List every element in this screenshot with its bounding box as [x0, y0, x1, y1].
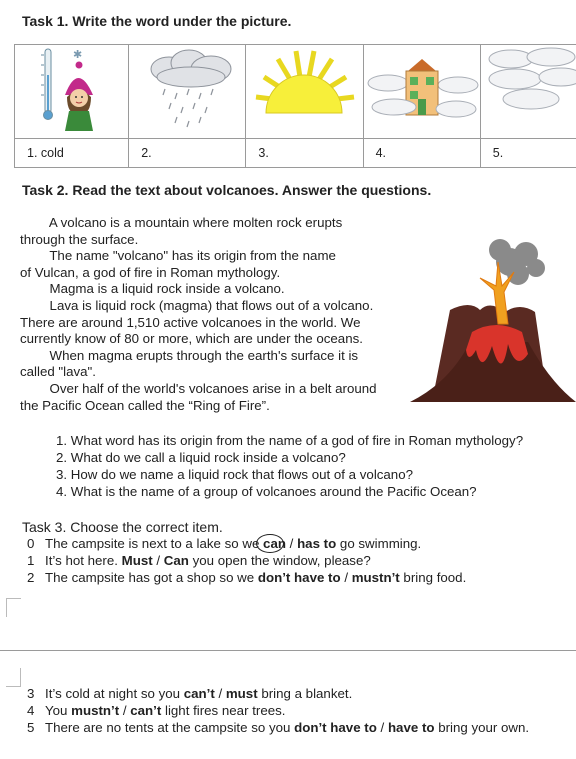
option-1[interactable]: mustn’t — [71, 703, 120, 718]
option-1[interactable]: can — [263, 536, 286, 551]
text-line: the Pacific Ocean called the “Ring of Fire”. — [20, 397, 270, 413]
page-divider — [0, 650, 576, 651]
text-line: The name "volcano" has its origin from the name — [20, 248, 336, 264]
option-2[interactable]: must — [225, 686, 258, 701]
task2-title: Task 2. Read the text about volcanoes. Answer the questions. — [22, 182, 432, 198]
picture-cell-3 — [246, 45, 363, 139]
svg-text:✱: ✱ — [73, 48, 83, 61]
thermometer-girl-picture — [15, 45, 128, 133]
answer-cell-2[interactable]: 2. — [129, 139, 246, 168]
task1-picture-table — [14, 44, 576, 168]
item-text: You — [45, 703, 72, 718]
text-line: Lava is liquid rock (magma) that flows out of a volcano. — [20, 297, 374, 313]
circled-word: we — [242, 536, 260, 551]
item-number: 3 — [27, 686, 35, 701]
item-number: 4 — [27, 703, 35, 718]
text-line: When magma erupts through the earth's surface it is — [20, 347, 359, 363]
task3-item-1 — [27, 553, 371, 569]
option-2[interactable]: has to — [297, 536, 337, 551]
page-corner-mark — [6, 668, 21, 687]
text-line: currently know of 80 or more, which are under the oceans. — [20, 331, 363, 347]
item-text-end: bring a blanket. — [257, 686, 353, 701]
option-1[interactable]: don’t have to — [294, 720, 377, 735]
option-1[interactable]: can’t — [183, 686, 215, 701]
volcano-text — [20, 215, 377, 414]
picture-cell-1 — [15, 45, 129, 139]
option-2[interactable]: mustn’t — [351, 570, 400, 585]
item-number: 1 — [27, 553, 35, 568]
task1-title: Task 1. Write the word under the picture. — [22, 13, 292, 29]
text-line: through the surface. — [20, 231, 139, 247]
option-2[interactable]: can’t — [130, 703, 162, 718]
task3-item-0 — [27, 536, 421, 552]
text-line: There are around 1,510 active volcanoes in the world. We — [20, 314, 361, 330]
answer-cell-1[interactable]: 1. cold — [15, 139, 129, 168]
option-1[interactable]: don’t have to — [257, 570, 341, 585]
text-line: Magma is a liquid rock inside a volcano. — [20, 281, 285, 297]
task3-item-3 — [27, 686, 352, 702]
item-text: There are no tents at the campsite so you — [45, 720, 295, 735]
option-separator: / — [214, 686, 226, 701]
page-corner-mark — [6, 598, 21, 617]
item-text-end: bring your own. — [434, 720, 530, 735]
item-text-end: bring food. — [399, 570, 467, 585]
option-1[interactable]: Must — [121, 553, 153, 568]
item-text: It’s cold at night so you — [45, 686, 184, 701]
item-text: It’s hot here. — [45, 553, 122, 568]
option-separator: / — [152, 553, 164, 568]
item-number: 0 — [27, 536, 35, 551]
item-number: 5 — [27, 720, 35, 735]
option-separator: / — [285, 536, 298, 551]
task3-item-5 — [27, 720, 529, 736]
answer-cell-5[interactable]: 5. — [480, 139, 576, 168]
item-number: 2 — [27, 570, 35, 585]
question-2: 2. What do we call a liquid rock inside a volcano? — [56, 450, 346, 465]
question-1: 1. What word has its origin from the name of a god of fire in Roman mythology? — [56, 433, 524, 448]
text-line: called "lava". — [20, 364, 96, 380]
rain-cloud-picture — [129, 45, 245, 133]
option-separator: / — [340, 570, 352, 585]
question-4: 4. What is the name of a group of volcanoes around the Pacific Ocean? — [56, 484, 477, 499]
picture-cell-4 — [363, 45, 480, 139]
hand-drawn-circle — [256, 534, 284, 553]
option-separator: / — [376, 720, 388, 735]
item-text: The campsite is next to a lake so — [45, 536, 243, 551]
text-line: A volcano is a mountain where molten rock erupts — [20, 215, 343, 230]
task3-item-2 — [27, 570, 466, 586]
task3-item-4 — [27, 703, 285, 719]
text-line: Over half of the world's volcanoes arise in a belt around — [20, 380, 377, 396]
item-text-end: light fires near trees. — [161, 703, 286, 718]
picture-cell-2 — [129, 45, 246, 139]
answer-cell-3[interactable]: 3. — [246, 139, 363, 168]
sun-picture — [246, 45, 362, 133]
clouds-picture — [481, 45, 576, 133]
answer-cell-4[interactable]: 4. — [363, 139, 480, 168]
option-2[interactable]: Can — [163, 553, 189, 568]
text-line: of Vulcan, a god of fire in Roman mythology. — [20, 264, 281, 280]
item-text-end: you open the window, please? — [188, 553, 371, 568]
task3-title: Task 3. Choose the correct item. — [22, 519, 223, 535]
volcano-picture — [410, 232, 576, 408]
picture-cell-5 — [480, 45, 576, 139]
option-separator: / — [119, 703, 131, 718]
item-text: The campsite has got a shop so we — [45, 570, 258, 585]
item-text-end: go swimming. — [336, 536, 422, 551]
question-3: 3. How do we name a liquid rock that flows out of a volcano? — [56, 467, 413, 482]
option-2[interactable]: have to — [387, 720, 435, 735]
house-in-clouds-picture — [364, 45, 480, 133]
